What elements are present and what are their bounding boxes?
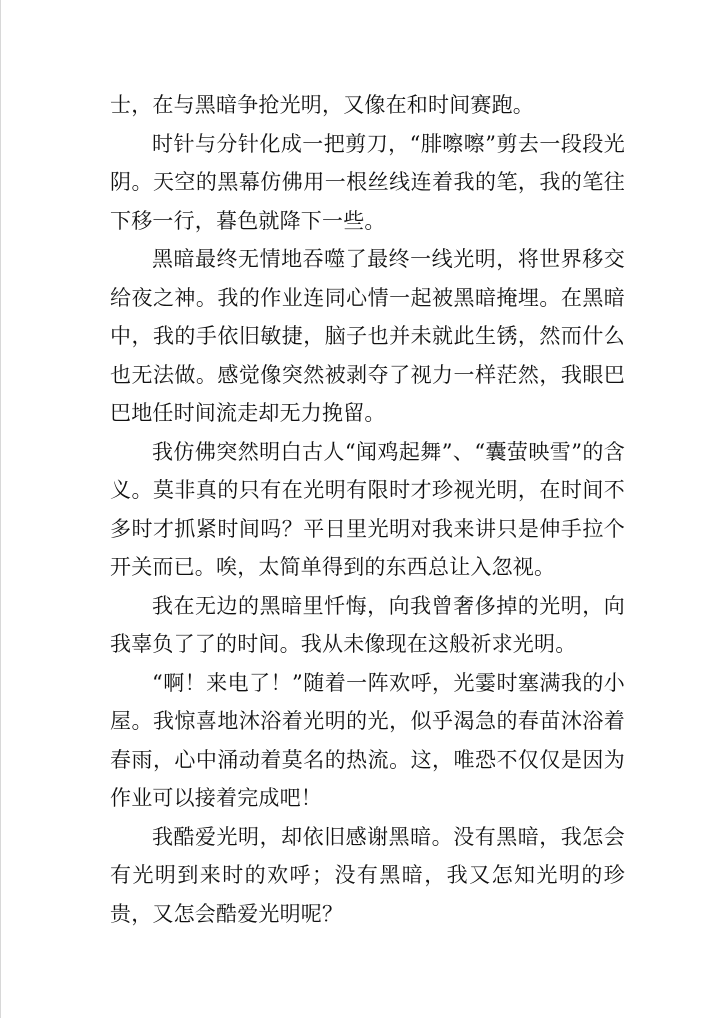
paragraph-4: 我仿佛突然明白古人“闻鸡起舞”、“囊萤映雪”的含义。莫非真的只有在光明有限时才珍视光明，在时间不多时才抓紧时间吗？平日里光明对我来讲只是伸手拉个开关而已。唉，太简单得到的东西总让入忽视。 xyxy=(110,439,625,579)
paragraph-6: “啊！来电了！”随着一阵欢呼，光霎时塞满我的小屋。我惊喜地沐浴着光明的光，似乎渴急的春苗沐浴着春雨，心中涌动着莫名的热流。这，唯恐不仅仅是因为作业可以接着完成吧！ xyxy=(110,670,625,810)
paragraph-1: 士，在与黑暗争抢光明，又像在和时间赛跑。 xyxy=(110,93,534,117)
paragraph-3: 黑暗最终无情地吞噬了最终一线光明，将世界移交给夜之神。我的作业连同心情一起被黑暗掩埋。在黑暗中，我的手依旧敏捷，脑子也并未就此生锈，然而什么也无法做。感觉像突然被剥夺了视力一样茫然，我眼巴巴地任时间流走却无力挽留。 xyxy=(110,247,625,425)
paragraph-2: 时针与分针化成一把剪刀，“腓嚓嚓”剪去一段段光阴。天空的黑幕仿佛用一根丝线连着我的笔，我的笔往下移一行，暮色就降下一些。 xyxy=(110,131,625,233)
paragraph-5: 我在无边的黑暗里忏悔，向我曾奢侈掉的光明，向我辜负了了的时间。我从未像现在这般祈求光明。 xyxy=(110,593,625,656)
paragraph-7: 我酷爱光明，却依旧感谢黑暗。没有黑暗，我怎会有光明到来时的欢呼；没有黑暗，我又怎知光明的珍贵，又怎会酷爱光明呢？ xyxy=(110,824,625,926)
document-body xyxy=(110,86,625,933)
